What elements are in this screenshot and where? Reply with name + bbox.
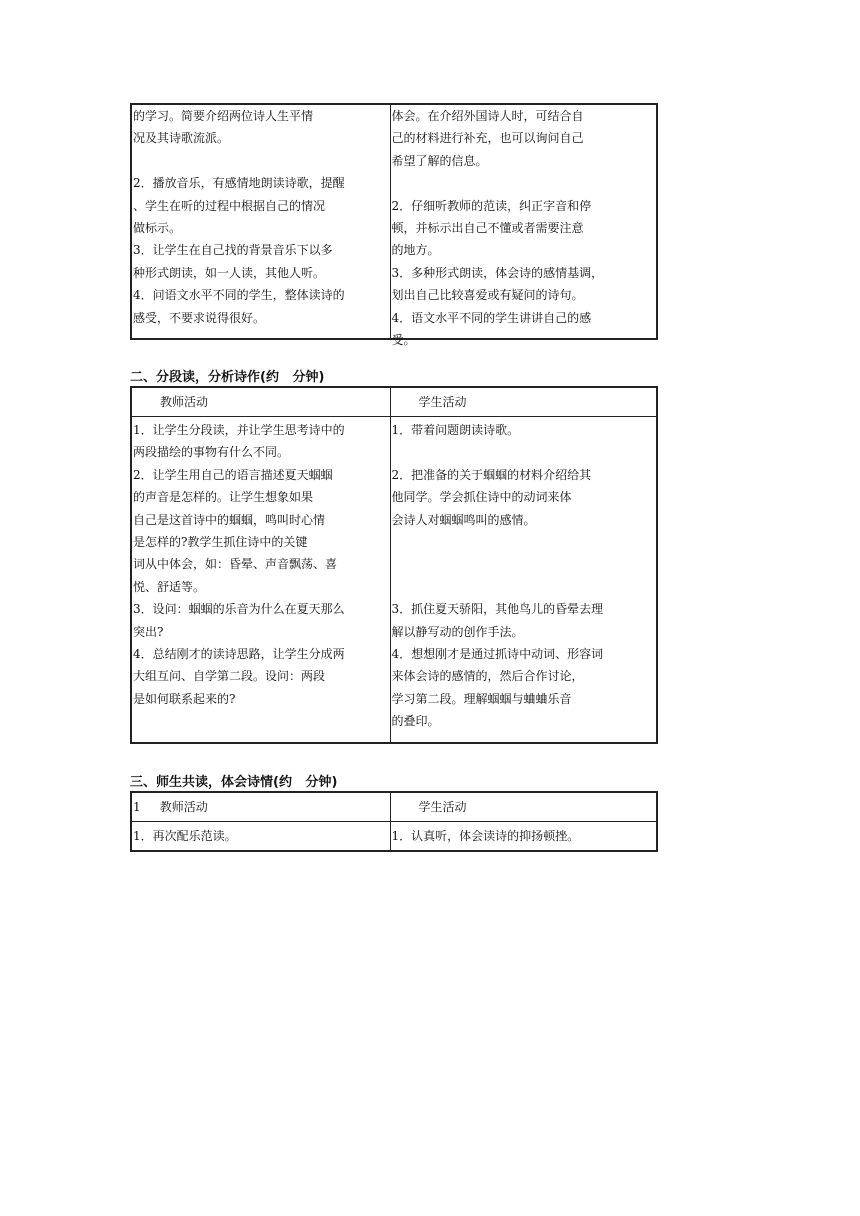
text-line: 是怎样的?教学生抓住诗中的关键 — [133, 535, 308, 549]
text-line: 两段描绘的事物有什么不同。 — [133, 445, 290, 460]
student-activity-cell — [390, 104, 657, 347]
text-line: 2．仔细听教师的范读，纠正字音和停 — [391, 198, 592, 213]
text-line: 感受，不要求说得很好。 — [133, 310, 266, 325]
section3-heading: 三、师生共读，体会诗情(约 分钟) — [130, 775, 338, 790]
text-line: 受。 — [391, 333, 416, 347]
text-line: 体会。在介绍外国诗人时，可结合自 — [391, 109, 584, 123]
student-header-cell — [390, 387, 657, 417]
text-line: 1．让学生分段读，并让学生思考诗中的 — [133, 423, 345, 437]
text-line: 3．多种形式朗读，体会诗的感情基调， — [391, 265, 604, 280]
text-line: 大组互问、自学第二段。设问：两段 — [133, 669, 326, 684]
student-activity-header: 学生活动 — [418, 395, 467, 409]
text-line: 学习第二段。理解蝈蝈与蛐蛐乐音 — [391, 691, 572, 706]
text-line: 3．让学生在自己找的背景音乐下以多 — [133, 243, 333, 258]
text-line: 4．语文水平不同的学生讲讲自己的感 — [391, 310, 592, 325]
text-line: 顿，并标示出自己不懂或者需要注意 — [391, 221, 584, 235]
teacher-activity-cell — [131, 822, 390, 852]
text-line: 的声音是怎样的。让学生想象如果 — [133, 490, 314, 505]
teacher-activity-header: 1 教师活动 — [133, 800, 208, 814]
text-line: 4．总结刚才的读诗思路，让学生分成两 — [133, 647, 345, 661]
text-line: 来体会诗的感情的，然后合作讨论， — [391, 669, 584, 684]
teacher-activity-cell — [131, 104, 390, 339]
section2-heading: 二、分段读，分析诗作(约 分钟) — [130, 370, 325, 385]
activity-table-section1 — [130, 103, 658, 347]
student-header-cell — [390, 792, 657, 822]
teacher-activity-header: 教师活动 — [160, 395, 209, 409]
text-line: 3．抓住夏天骄阳，其他鸟儿的昏晕去理 — [391, 602, 604, 617]
student-activity-header: 学生活动 — [418, 800, 467, 814]
text-line: 4．问语文水平不同的学生，整体读诗的 — [133, 288, 345, 303]
activity-table-section3 — [130, 791, 658, 852]
student-activity-cell — [390, 822, 657, 852]
text-line: 他同学。学会抓住诗中的动词来体 — [391, 490, 572, 505]
text-line: 2．让学生用自己的语言描述夏天蝈蝈 — [133, 467, 333, 482]
text-line: 词从中体会，如：昏晕、声音飘荡、喜 — [133, 557, 338, 572]
text-line: 的学习。简要介绍两位诗人生平情 — [133, 109, 314, 123]
text-line: 突出? — [133, 624, 164, 639]
activity-table-section2 — [130, 386, 658, 744]
text-line: 的地方。 — [391, 243, 440, 258]
text-line: 2．把准备的关于蝈蝈的材料介绍给其 — [391, 467, 592, 482]
text-line: 况及其诗歌流派。 — [133, 131, 230, 146]
text-line: 解以静写动的创作手法。 — [391, 624, 524, 639]
text-line: 3．设问：蝈蝈的乐音为什么在夏天那么 — [133, 602, 345, 617]
text-line: 的叠印。 — [391, 714, 440, 729]
text-line: 希望了解的信息。 — [391, 153, 488, 168]
text-line: 自己是这首诗中的蝈蝈，鸣叫时心情 — [133, 512, 326, 527]
student-activity-text: 1．认真听，体会读诗的抑扬顿挫。 — [391, 829, 580, 843]
text-line: 种形式朗读，如一人读，其他人听。 — [133, 265, 326, 280]
text-line: 1．带着问题朗读诗歌。 — [391, 423, 520, 437]
teacher-header-cell — [131, 792, 390, 822]
text-line: 做标示。 — [133, 221, 182, 235]
teacher-header-cell — [131, 387, 390, 417]
text-line: 是如何联系起来的? — [133, 691, 236, 706]
text-line: 划出自己比较喜爱或有疑问的诗句。 — [391, 288, 584, 303]
teacher-activity-text: 1．再次配乐范读。 — [133, 829, 237, 843]
text-line: 2．播放音乐，有感情地朗读诗歌，提醒 — [133, 176, 345, 191]
student-activity-cell — [390, 417, 657, 744]
teacher-activity-cell — [131, 417, 390, 744]
text-line: 悦、舒适等。 — [133, 579, 206, 594]
text-line: 、学生在听的过程中根据自己的情况 — [133, 198, 326, 213]
text-line: 会诗人对蝈蝈鸣叫的感情。 — [391, 512, 536, 527]
text-line: 己的材料进行补充，也可以询问自己 — [391, 131, 584, 146]
text-line: 4．想想刚才是通过抓诗中动词、形容词 — [391, 647, 604, 661]
